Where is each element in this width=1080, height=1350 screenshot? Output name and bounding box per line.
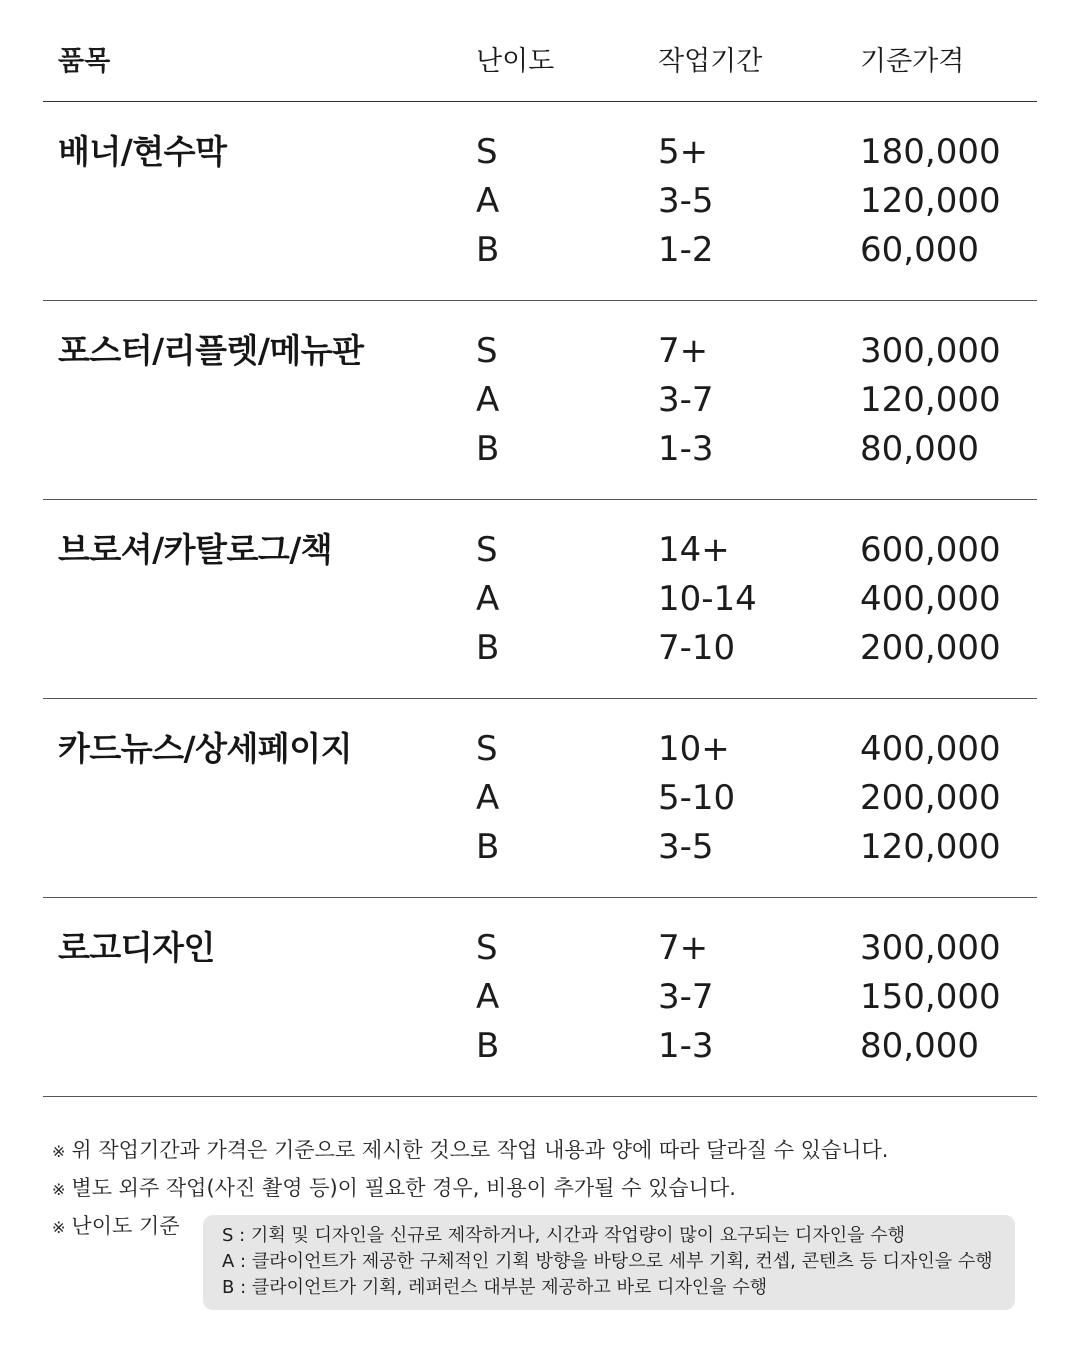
table-row xyxy=(43,925,1037,974)
price-cell: 180,000 xyxy=(860,132,1001,172)
header-price: 기준가격 xyxy=(860,46,965,77)
price-cell: 120,000 xyxy=(860,380,1001,420)
grade-cell: S xyxy=(476,331,498,371)
grade-cell: B xyxy=(476,827,500,867)
price-cell: 60,000 xyxy=(860,230,979,270)
group-name: 로고디자인 xyxy=(58,928,215,967)
price-cell: 300,000 xyxy=(860,331,1001,371)
table-row xyxy=(43,1023,1037,1072)
grade-cell: B xyxy=(476,628,500,668)
price-cell: 120,000 xyxy=(860,181,1001,221)
grade-cell: A xyxy=(476,579,500,619)
period-cell: 5+ xyxy=(658,132,709,172)
criteria-b: B : 클라이언트가 기획, 레퍼런스 대부분 제공하고 바로 디자인을 수행 xyxy=(222,1277,768,1298)
table-row xyxy=(43,726,1037,775)
period-cell: 14+ xyxy=(658,530,730,570)
table-group xyxy=(43,301,1037,500)
table-group xyxy=(43,898,1037,1097)
price-cell: 200,000 xyxy=(860,628,1001,668)
note-line xyxy=(52,1132,1032,1170)
period-cell: 3-5 xyxy=(658,827,714,867)
period-cell: 5-10 xyxy=(658,778,736,818)
period-cell: 10-14 xyxy=(658,579,757,619)
grade-cell: S xyxy=(476,729,498,769)
criteria-a: A : 클라이언트가 제공한 구체적인 기획 방향을 바탕으로 세부 기획, 컨셉, 콘텐츠 등 디자인을 수행 xyxy=(222,1251,993,1272)
grade-cell: S xyxy=(476,530,498,570)
grade-cell: A xyxy=(476,977,500,1017)
note-text: 난이도 기준 xyxy=(71,1214,180,1238)
grade-cell: S xyxy=(476,928,498,968)
price-cell: 400,000 xyxy=(860,729,1001,769)
period-cell: 7-10 xyxy=(658,628,736,668)
period-cell: 3-7 xyxy=(658,380,714,420)
grade-cell: A xyxy=(476,380,500,420)
table-group xyxy=(43,699,1037,898)
reference-mark-icon: ※ xyxy=(52,1180,66,1199)
period-cell: 3-7 xyxy=(658,977,714,1017)
table-row xyxy=(43,527,1037,576)
table-row xyxy=(43,129,1037,178)
price-cell: 80,000 xyxy=(860,1026,979,1066)
table-row xyxy=(43,824,1037,873)
table-row xyxy=(43,625,1037,674)
note-text: 위 작업기간과 가격은 기준으로 제시한 것으로 작업 내용과 양에 따라 달라질 수 있습니다. xyxy=(71,1138,889,1162)
grade-cell: A xyxy=(476,181,500,221)
period-cell: 7+ xyxy=(658,331,709,371)
price-cell: 300,000 xyxy=(860,928,1001,968)
period-cell: 1-3 xyxy=(658,429,714,469)
note-line xyxy=(52,1170,1032,1208)
grade-cell: B xyxy=(476,429,500,469)
reference-mark-icon: ※ xyxy=(52,1142,66,1161)
table-row xyxy=(43,227,1037,276)
criteria-s: S : 기획 및 디자인을 신규로 제작하거나, 시간과 작업량이 많이 요구되는 디자인을 수행 xyxy=(222,1225,906,1246)
table-row xyxy=(43,328,1037,377)
table-group xyxy=(43,102,1037,301)
period-cell: 10+ xyxy=(658,729,730,769)
table-row xyxy=(43,775,1037,824)
table-group xyxy=(43,500,1037,699)
group-name: 카드뉴스/상세페이지 xyxy=(58,729,352,768)
grade-cell: B xyxy=(476,1026,500,1066)
period-cell: 7+ xyxy=(658,928,709,968)
price-cell: 400,000 xyxy=(860,579,1001,619)
price-table xyxy=(43,0,1037,1097)
header-grade: 난이도 xyxy=(476,46,555,77)
table-row xyxy=(43,576,1037,625)
header-item: 품목 xyxy=(58,46,111,77)
difficulty-criteria-box xyxy=(203,1215,1015,1310)
header-period: 작업기간 xyxy=(658,46,763,77)
price-cell: 600,000 xyxy=(860,530,1001,570)
price-cell: 120,000 xyxy=(860,827,1001,867)
period-cell: 1-3 xyxy=(658,1026,714,1066)
price-cell: 80,000 xyxy=(860,429,979,469)
period-cell: 3-5 xyxy=(658,181,714,221)
group-name: 포스터/리플렛/메뉴판 xyxy=(58,331,364,370)
table-header xyxy=(43,0,1037,102)
note-text: 별도 외주 작업(사진 촬영 등)이 필요한 경우, 비용이 추가될 수 있습니다. xyxy=(71,1176,736,1200)
period-cell: 1-2 xyxy=(658,230,714,270)
table-row xyxy=(43,974,1037,1023)
group-name: 배너/현수막 xyxy=(58,132,227,171)
grade-cell: B xyxy=(476,230,500,270)
table-row xyxy=(43,426,1037,475)
price-cell: 150,000 xyxy=(860,977,1001,1017)
grade-cell: A xyxy=(476,778,500,818)
price-cell: 200,000 xyxy=(860,778,1001,818)
grade-cell: S xyxy=(476,132,498,172)
table-row xyxy=(43,178,1037,227)
table-row xyxy=(43,377,1037,426)
group-name: 브로셔/카탈로그/책 xyxy=(58,530,333,569)
reference-mark-icon: ※ xyxy=(52,1218,66,1237)
